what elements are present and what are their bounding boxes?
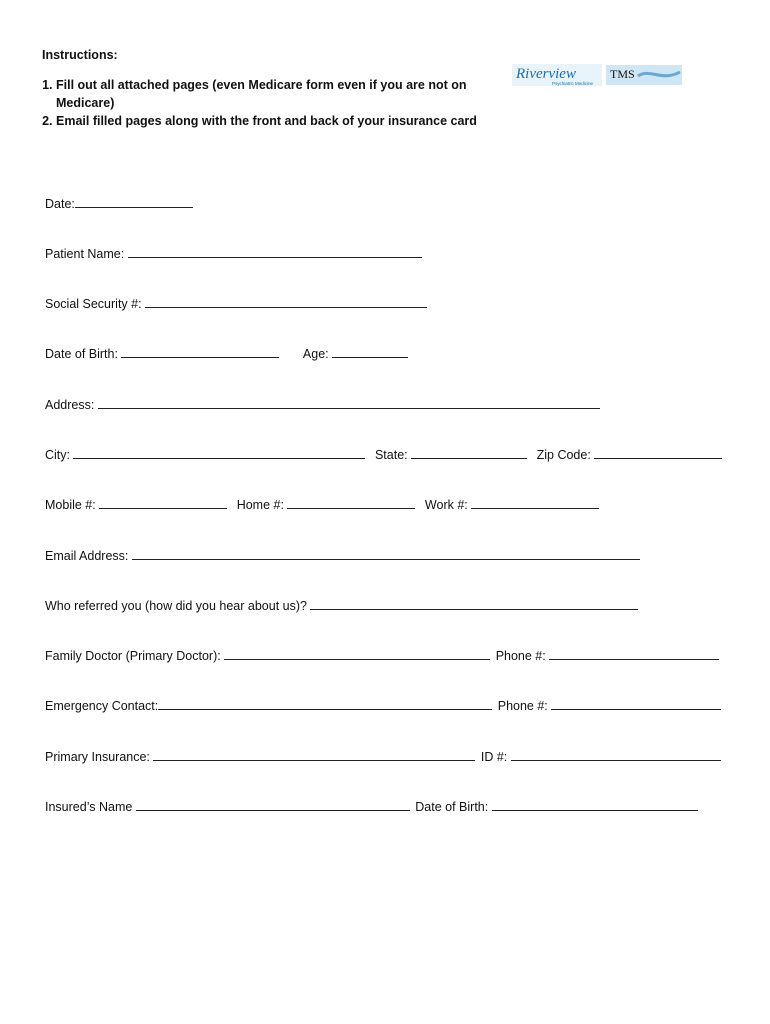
emergency-row (45, 697, 721, 714)
logo-tms-text: TMS (610, 67, 635, 81)
date-row (45, 195, 193, 212)
instructions-block (42, 46, 492, 130)
referred-label: Who referred you (how did you hear about us)? (45, 599, 307, 613)
emergency-phone-label: Phone #: (497, 699, 548, 713)
id-label: ID #: (480, 750, 508, 764)
insured-dob-label: Date of Birth: (415, 800, 489, 814)
instruction-item: 2. Email filled pages along with the front and back of your insurance card (56, 112, 492, 130)
dob-field[interactable] (121, 345, 279, 358)
mobile-field[interactable] (99, 496, 227, 509)
emergency-field[interactable] (158, 697, 492, 710)
patient-name-field[interactable] (128, 245, 422, 258)
family-phone-label: Phone #: (495, 649, 546, 663)
state-label: State: (374, 448, 408, 462)
mobile-label: Mobile #: (45, 498, 96, 512)
work-label: Work #: (424, 498, 468, 512)
emergency-phone-field[interactable] (551, 697, 721, 710)
instructions-list (42, 76, 492, 130)
date-field[interactable] (75, 195, 193, 208)
patient-name-label: Patient Name: (45, 247, 125, 261)
instruction-item: 1. Fill out all attached pages (even Medicare form even if you are not on Medicare) (56, 76, 492, 112)
age-field[interactable] (332, 345, 408, 358)
insured-name-field[interactable] (136, 798, 410, 811)
insurance-field[interactable] (153, 748, 475, 761)
state-field[interactable] (411, 446, 527, 459)
city-label: City: (45, 448, 70, 462)
ssn-label: Social Security #: (45, 297, 142, 311)
email-field[interactable] (132, 547, 640, 560)
address-field[interactable] (98, 396, 600, 409)
home-label: Home #: (236, 498, 284, 512)
id-field[interactable] (511, 748, 721, 761)
city-state-zip-row (45, 446, 722, 463)
emergency-label: Emergency Contact: (45, 699, 159, 713)
instructions-heading: Instructions: (42, 48, 118, 62)
logo-riverview-subtext: Psychiatric Medicine (552, 81, 594, 86)
clinic-logo (512, 64, 684, 88)
email-row (45, 547, 640, 564)
dob-label: Date of Birth: (45, 347, 118, 361)
dob-age-row (45, 345, 408, 362)
insured-row (45, 798, 698, 815)
zip-field[interactable] (594, 446, 722, 459)
ssn-field[interactable] (145, 295, 427, 308)
family-doctor-field[interactable] (224, 647, 490, 660)
insurance-row (45, 748, 721, 765)
insured-name-label: Insured’s Name (45, 800, 133, 814)
age-label: Age: (302, 347, 329, 361)
insurance-label: Primary Insurance: (45, 750, 150, 764)
date-label: Date: (45, 197, 75, 211)
zip-label: Zip Code: (536, 448, 591, 462)
address-label: Address: (45, 398, 95, 412)
patient-name-row (45, 245, 422, 262)
referred-row (45, 597, 638, 614)
insured-dob-field[interactable] (492, 798, 698, 811)
city-field[interactable] (73, 446, 365, 459)
referred-field[interactable] (310, 597, 638, 610)
family-doctor-row (45, 647, 719, 664)
phones-row (45, 496, 599, 513)
work-field[interactable] (471, 496, 599, 509)
home-field[interactable] (287, 496, 415, 509)
email-label: Email Address: (45, 549, 129, 563)
logo-riverview-text: Riverview (516, 66, 576, 82)
family-phone-field[interactable] (549, 647, 719, 660)
family-doctor-label: Family Doctor (Primary Doctor): (45, 649, 221, 663)
ssn-row (45, 295, 427, 312)
address-row (45, 396, 600, 413)
